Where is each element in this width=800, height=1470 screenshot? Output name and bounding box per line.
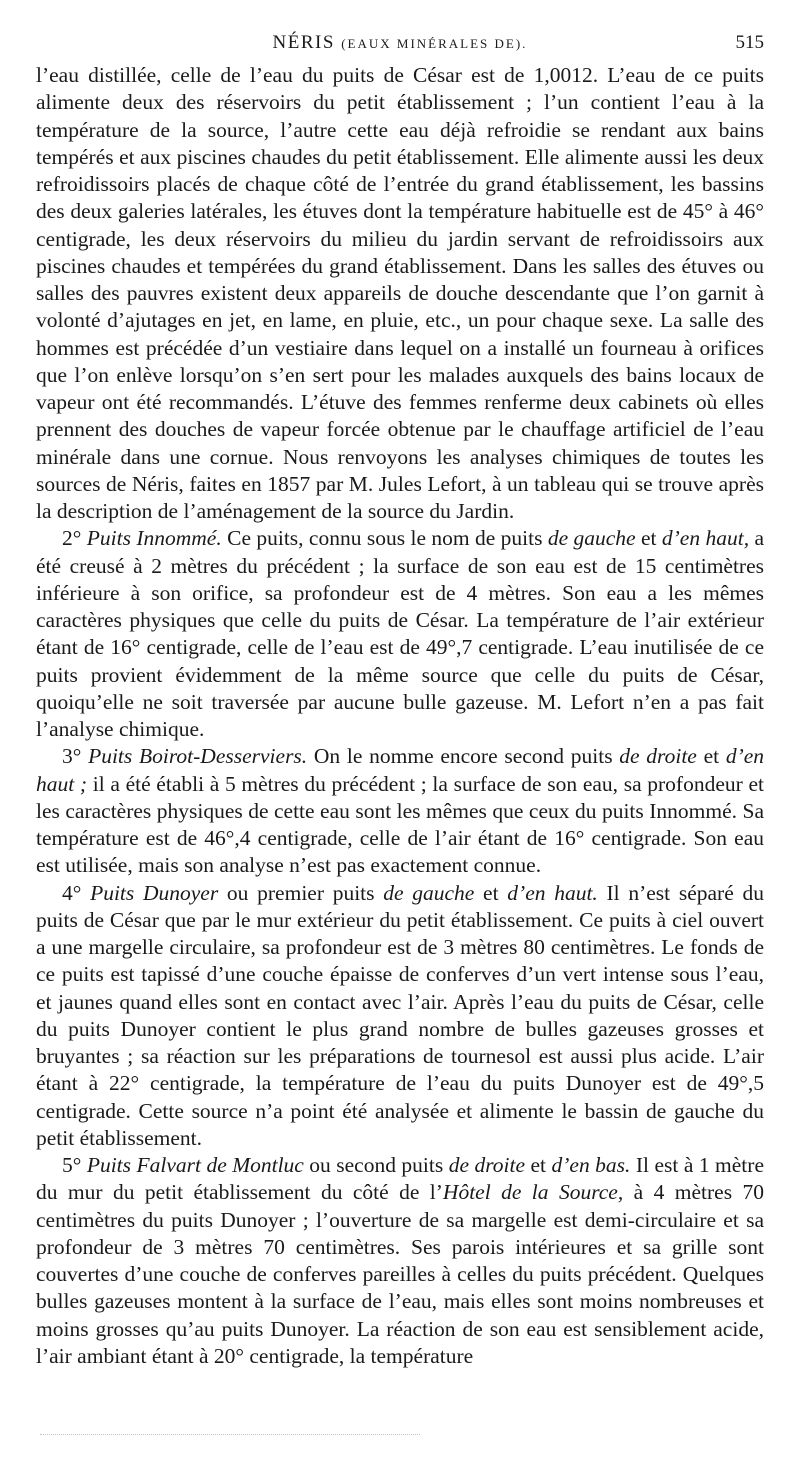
text-run: Il n’est séparé du puits de César que par le mur extérieur du petit établissement. Ce puits à ciel ouvert a une margelle circulaire, sa profondeur est de 3 mètres 80 centimètres. Le fonds de ce puits est tapissé d’une couche épaisse de conferves d’un vert intense sous l’eau, et jaunes quand elles sont en contact avec l’air. Après l’eau du puits de César, celle du puits Dunoyer contient le plus grand nombre de bulles gazeuses grosses et bruyantes ; sa réaction sur les préparations de tournesol est aussi plus acide. L’air étant à 22° centigrade, la température de l’eau du puits Dunoyer est de 49°,5 centigrade. Cette source n’a point été analysée et alimente le bassin de gauche du petit établissement. [36, 880, 764, 1150]
body-text [36, 62, 764, 1370]
text-run: Ce puits, connu sous le nom de puits [221, 526, 548, 551]
text-run: ou second puits [303, 1153, 449, 1177]
well-name: Puits Dunoyer [90, 880, 219, 905]
italic-run: de gauche [383, 880, 475, 905]
running-head-subtitle: (EAUX MINÉRALES DE). [341, 36, 528, 51]
paragraph-puits-dunoyer [36, 880, 764, 1153]
text-run: Il est à 1 mètre du mur du petit établissement du côté de l’ [36, 1153, 764, 1205]
text-run: a été creusé à 2 mètres du précédent ; la surface de son eau est de 15 centimètres inférieure à son orifice, sa profondeur est de 4 mètres. Son eau a les mêmes caractères physiques que celle du puits de César. La température de l’air extérieur étant de 16° centigrade, celle de l’eau est de 49°,7 centigrade. L’eau inutilisée de ce puits provient évidemment de la même source que celle du puits de César, quoiqu’elle ne soit traversée par aucune bulle gazeuse. M. Lefort n’en a pas fait l’analyse chimique. [36, 526, 765, 741]
item-number: 3° [62, 744, 82, 769]
text-run: On le nomme encore second puits [307, 744, 620, 769]
text-run: et [525, 1153, 552, 1177]
text-run: et [474, 880, 508, 905]
text-run: à 4 mètres 70 centimètres du puits Dunoyer ; l’ouverture de sa margelle est demi-circulaire et sa profondeur de 3 mètres 70 centimètres. Ses parois intérieures et sa grille sont couvertes d’une couche de conferves pareilles à celles du puits précédent. Quelques bulles gazeuses montent à la surface de l’eau, mais elles sont moins nombreuses et moins grosses qu’au puits Dunoyer. La réaction de son eau est sensiblement acide, l’air ambiant étant à 20° centigrade, la température [36, 1180, 764, 1368]
paragraph-puits-innomme [36, 525, 764, 743]
italic-run: de gauche [547, 526, 636, 551]
paragraph-continuation: l’eau distillée, celle de l’eau du puits de César est de 1,0012. L’eau de ce puits alimente deux des réservoirs du petit établissement ; l’un contient l’eau à la température de la source, l’autre cette eau déjà refroidie se rendant aux bains tempérés et aux piscines chaudes du petit établissement. Elle alimente aussi les deux refroidissoirs placés de chaque côté de l’entrée du grand établissement, les bassins des deux galeries latérales, les étuves dont la température habituelle est de 45° à 46° centigrade, les deux réservoirs du milieu du jardin servant de refroidissoirs aux piscines chaudes et tempérées du grand établissement. Dans les salles des étuves ou salles des pauvres existent deux appareils de douche descendante que l’on garnit à volonté d’ajutages en jet, en lame, en pluie, etc., un pour chaque sexe. La salle des hommes est précédée d’un vestiaire dans lequel on a installé un fourneau à orifices que l’on enlève lorsqu’on s’en sert pour les malades auxquels des bains locaux de vapeur ont été recommandés. L’étuve des femmes renferme deux cabinets où elles prennent des douches de vapeur forcée obtenue par le chauffage artificiel de l’eau minérale dans une cornue. Nous renvoyons les analyses chimiques de toutes les sources de Néris, faites en 1857 par M. Jules Lefort, à un tableau qui se trouve après la description de l’aménagement de la source du Jardin. [36, 63, 764, 523]
well-name: Puits Innommé. [86, 526, 222, 551]
item-number: 4° [62, 880, 82, 905]
paragraph-puits-falvart-de-montluc [36, 1152, 764, 1370]
text-run: il a été établi à 5 mètres du précédent ; la surface de son eau, sa profondeur et les caractères physiques de cette eau sont les mêmes que ceux du puits Innommé. Sa température est de 46°,4 centigrade, celle de l’air étant de 16° centigrade. Son eau est utilisée, mais son analyse n’est pas exactement connue. [36, 771, 764, 878]
italic-run: d’en haut ; [36, 744, 765, 796]
text-run: et [635, 526, 662, 551]
well-name: Puits Falvart de Montluc [86, 1153, 304, 1177]
italic-run: Hôtel de la Source, [442, 1180, 624, 1205]
running-head [0, 32, 800, 54]
well-name: Puits Boirot-Desserviers. [88, 744, 308, 769]
page-header [0, 26, 800, 60]
footer-rule [40, 1434, 420, 1435]
item-number: 5° [62, 1153, 82, 1177]
italic-run: de droite [448, 1153, 526, 1177]
italic-run: d’en bas. [551, 1153, 631, 1177]
paragraph-puits-boirot-desserviers [36, 743, 764, 879]
italic-run: d’en haut, [661, 526, 750, 551]
running-head-title: NÉRIS [272, 32, 335, 53]
page-number: 515 [735, 32, 764, 53]
italic-run: d’en haut. [507, 880, 598, 905]
text-run: et [696, 744, 726, 769]
item-number: 2° [62, 526, 82, 551]
italic-run: de droite [619, 744, 697, 769]
text-run: ou premier puits [218, 880, 384, 905]
